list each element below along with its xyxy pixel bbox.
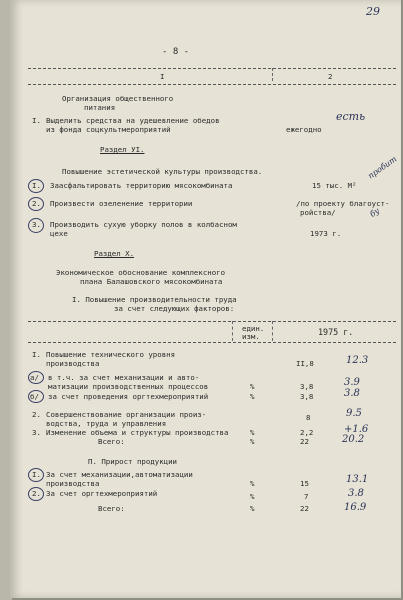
- table-row-number: б/: [30, 392, 39, 401]
- table-row-label: Повышение технического уровня: [46, 350, 176, 359]
- growth-row-number: I.: [32, 470, 41, 479]
- s6-item-number: 2.: [32, 199, 41, 208]
- table-row-value: 3,8: [300, 382, 314, 391]
- table-row-value: 22: [300, 437, 309, 446]
- table-row-label-line2: водства, труда и управления: [46, 419, 167, 428]
- table-row-label: Изменение объема и структуры производства: [46, 428, 229, 437]
- org-heading-line2: питания: [84, 103, 116, 112]
- s6-item-handwritten-note: бу: [368, 206, 382, 219]
- table-row-value: 3,8: [300, 392, 314, 401]
- table-total-label: Всего:: [98, 437, 125, 446]
- section10-sub-line1: I. Повышение производительности труда: [72, 295, 237, 304]
- table-row-handwritten-value: 3.8: [344, 388, 360, 399]
- s6-item-text: Произвести озеленение территории: [50, 199, 193, 208]
- table-row-unit: %: [250, 428, 255, 437]
- table-row-unit: %: [250, 392, 255, 401]
- growth-row-label-line2: производства: [46, 479, 100, 488]
- s6-item-value: 15 тыс. М²: [312, 181, 357, 190]
- growth-row-value: 22: [300, 504, 309, 513]
- growth-section-title: П. Прирост продукции: [88, 457, 177, 466]
- growth-row-handwritten-value: 13.1: [346, 474, 369, 485]
- table-col-divider: [232, 321, 233, 341]
- table-row-number: 3.: [32, 428, 41, 437]
- unit-header-line1: един.: [242, 324, 265, 333]
- growth-row-handwritten-value: 3.8: [348, 488, 364, 499]
- table-row-value: 8: [306, 413, 311, 422]
- item-text-line2: из фонда соцкультмероприятий: [46, 125, 171, 134]
- s6-item-handwritten-note: пробит: [366, 154, 399, 181]
- growth-row-unit: %: [250, 492, 255, 501]
- org-heading-line1: Организация общественного: [62, 94, 174, 103]
- growth-total-label: Всего:: [98, 504, 125, 513]
- document-sheet: [10, 0, 401, 598]
- growth-row-unit: %: [250, 504, 255, 513]
- section10-intro-line2: плана Балашовского мясокомбината: [80, 277, 223, 286]
- table-row-handwritten-value: 12.3: [346, 355, 369, 366]
- table-row-handwritten-value: 3.9: [344, 377, 360, 388]
- table-row-label-line2: матизации производственных процессов: [48, 382, 209, 391]
- growth-row-value: 7: [304, 492, 309, 501]
- section10-title: Раздел Х.: [94, 249, 135, 258]
- growth-row-handwritten-value: 16.9: [344, 502, 367, 513]
- table-row-number: 2.: [32, 410, 41, 419]
- table-row-label-line2: производства: [46, 359, 100, 368]
- table-row-value: 2,2: [300, 428, 314, 437]
- s6-item-value-line2: ройства/: [300, 208, 336, 217]
- table-row-unit: %: [250, 437, 255, 446]
- s6-item-text: Заасфальтировать территорию мясокомбината: [50, 181, 233, 190]
- table-col-divider: [272, 321, 273, 341]
- table-top-rule: [28, 321, 396, 322]
- table-header-rule: [28, 342, 396, 343]
- table-row-label: Совершенствование организации произ-: [46, 410, 207, 419]
- section6-title: Раздел УI.: [100, 145, 145, 154]
- item-text-line1: Выделить средства на удешевление обедов: [46, 116, 220, 125]
- header-col1: I: [160, 72, 165, 81]
- s6-item-text-line2: цехе: [50, 229, 68, 238]
- s6-item-text: Производить сухую уборку полов в колбасном: [50, 220, 237, 229]
- growth-row-label: За счет оргтехмероприятий: [46, 489, 158, 498]
- table-row-handwritten-value: 20.2: [342, 434, 365, 445]
- s6-item-value: /по проекту благоуст-: [296, 199, 390, 208]
- growth-row-unit: %: [250, 479, 255, 488]
- section6-intro: Повышение эстетической культуры производства.: [62, 167, 263, 176]
- section10-sub-line2: за счет следующих факторов:: [114, 304, 235, 313]
- table-row-unit: %: [250, 382, 255, 391]
- unit-header-line2: изм.: [242, 332, 260, 341]
- table-row-value: II,8: [296, 359, 314, 368]
- section10-intro-line1: Экономическое обоснование комплексного: [56, 268, 226, 277]
- s6-item-number: 3.: [32, 220, 41, 229]
- table-row-label: за счет проведения оргтехмероприятий: [48, 392, 209, 401]
- item-handwritten-note: есть: [336, 110, 366, 123]
- year-header: 1975 г.: [318, 327, 354, 337]
- table-row-number: а/: [30, 373, 39, 382]
- s6-item-number: I.: [32, 181, 41, 190]
- header-bottom-rule: [28, 84, 396, 85]
- s6-item-value: 1973 г.: [310, 229, 342, 238]
- growth-row-value: 15: [300, 479, 309, 488]
- table-row-handwritten-value: 9.5: [346, 408, 362, 419]
- table-row-handwritten-value: +1.6: [344, 424, 369, 435]
- growth-row-label: За счет механизации,автоматизации: [46, 470, 193, 479]
- header-col2: 2: [328, 72, 333, 81]
- header-top-rule: [28, 68, 396, 69]
- page-number: - 8 -: [162, 47, 190, 57]
- growth-row-number: 2.: [32, 489, 41, 498]
- item-value: ежегодно: [286, 125, 322, 134]
- item-number: I.: [32, 116, 41, 125]
- header-column-divider: [272, 68, 273, 81]
- corner-handwritten-number: 29: [366, 5, 380, 18]
- table-row-number: I.: [32, 350, 41, 359]
- table-row-label: в т.ч. за счет механизации и авто-: [48, 373, 200, 382]
